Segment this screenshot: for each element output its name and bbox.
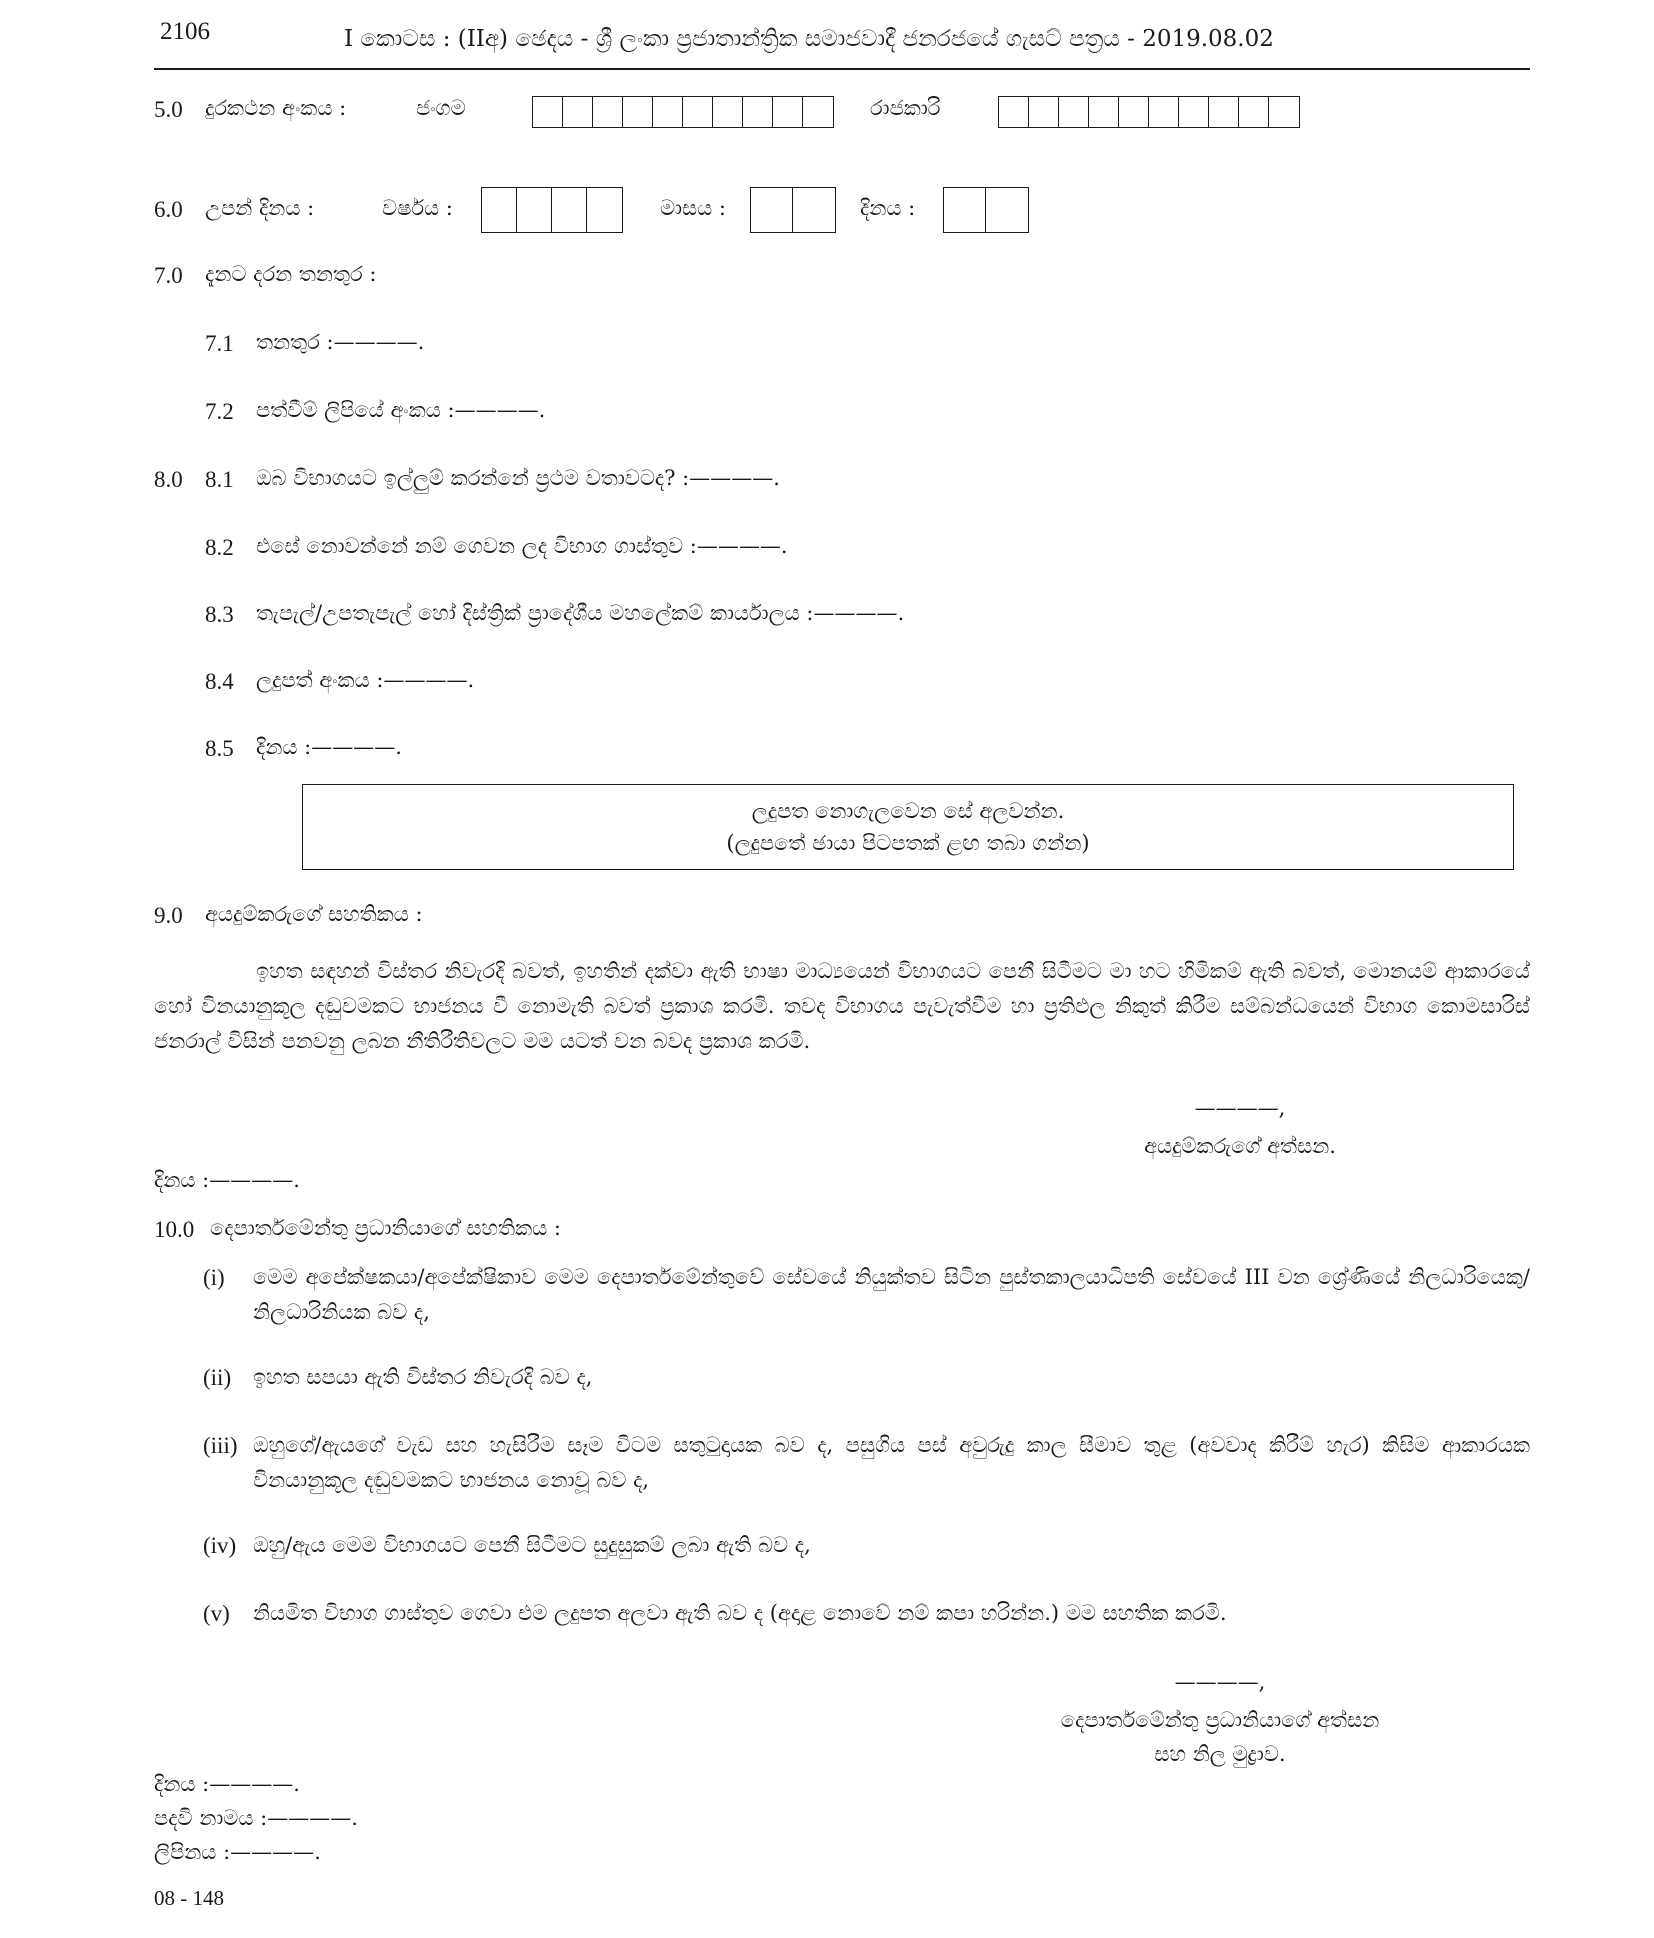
- first-attempt-field[interactable]: ඔබ විභාගයට ඉල්ලුම් කරන්නේ ප්‍රථම වතාවටද? :————.: [256, 466, 780, 490]
- page-number: 2106: [160, 18, 210, 45]
- section-7-number: 7.0: [154, 263, 183, 288]
- receipt-date-field[interactable]: දිනය :————.: [256, 735, 402, 759]
- cert-item-2-number: (ii): [203, 1365, 232, 1390]
- official-stamp-label: සහ නිල මුද්‍රාව.: [1154, 1742, 1286, 1766]
- header-rule: [154, 68, 1530, 70]
- cert-item-3-text: ඔහුගේ/ඇයගේ වැඩ සහ හැසිරීම සෑම විටම සතුටුදායක බව ද, පසුගිය පස් අවුරුදු කාල සීමාව තුළ (අවවාද කිරීම් හැර) කිසිම ආකාරයක විනයානුකූල දඬුවමකට භාජනය නොවූ බව ද,: [253, 1433, 1530, 1492]
- section-6-number: 6.0: [154, 197, 183, 222]
- footer-code: 08 - 148: [154, 1886, 224, 1910]
- current-post-label: දැනට දරන තනතුර :: [205, 262, 377, 286]
- post-office-field[interactable]: තැපැල්/උපතැපැල් හෝ දිස්ත්‍රික් ප්‍රාදේශීය මහලේකම් කාර්යාලය :————.: [256, 601, 905, 625]
- hod-date-field[interactable]: දිනය :————.: [154, 1772, 300, 1796]
- office-label: රාජකාරි: [870, 96, 941, 120]
- mobile-label: ජංගම: [416, 96, 466, 120]
- section-9-number: 9.0: [154, 903, 183, 928]
- applicant-signature-line[interactable]: ————,: [1194, 1096, 1286, 1120]
- applicant-date-field[interactable]: දිනය :————.: [154, 1168, 300, 1192]
- applicant-declaration-paragraph: ඉහත සඳහන් විස්තර නිවැරදි බවත්, ඉහතින් දක්වා ඇති භාෂා මාධ්‍යයෙන් විභාගයට පෙනී සිටීමට මා හට හිමිකම් ඇති බවත්, මොනයම් ආකාරයේ හෝ විනයානුකූල දඬුවමකට භාජනය වී නොමැති බවත් ප්‍රකාශ කරමි. තවද විභාගය පැවැත්වීම හා ප්‍රතිඵල නිකුත් කිරීම සම්බන්ධයෙන් විභාග කොමසාරිස් ජනරාල් විසින් පනවනු ලබන නීතිරීතිවලට මම යටත් වන බවද ප්‍රකාශ කරමි.: [154, 959, 1530, 1053]
- receipt-notice-line-2: (ලදුපතේ ඡායා පිටපතක් ළඟ තබා ගන්න): [726, 831, 1090, 855]
- item-7-1-number: 7.1: [205, 331, 234, 356]
- office-number-boxes[interactable]: [998, 96, 1300, 128]
- cert-item-2-text: ඉහත සපයා ඇති විස්තර නිවැරදි බව ද,: [253, 1365, 593, 1389]
- section-8-number: 8.0: [154, 467, 183, 492]
- hod-signature-label: දෙපාර්තමේන්තු ප්‍රධානියාගේ අත්සන: [1060, 1708, 1380, 1732]
- item-8-5-number: 8.5: [205, 736, 234, 761]
- cert-item-5-number: (v): [203, 1601, 230, 1626]
- cert-item-1-text: මෙම අපේක්ෂකයා/අපේක්ෂිකාව මෙම දෙපාර්තමේන්තුවේ සේවයේ නියුක්තව සිටින පුස්තකාලයාධිපති සේවයේ III වන ශ්‍රේණියේ නිලධාරියෙකු/නිලධාරිනියක බව ද,: [253, 1265, 1530, 1324]
- cert-item-3-number: (iii): [203, 1433, 238, 1458]
- section-5-number: 5.0: [154, 97, 183, 122]
- cert-item-4-text: ඔහු/ඇය මෙම විභාගයට පෙනී සිටීමට සුදුසුකම් ලබා ඇති බව ද,: [253, 1533, 811, 1557]
- receipt-number-field[interactable]: ලදුපත් අංකය :————.: [256, 668, 475, 692]
- item-8-2-number: 8.2: [205, 535, 234, 560]
- hod-signature-line[interactable]: ————,: [1174, 1670, 1266, 1694]
- day-boxes[interactable]: [943, 187, 1029, 233]
- dob-label: උපන් දිනය :: [205, 196, 315, 220]
- address-field[interactable]: ලිපිනය :————.: [154, 1840, 321, 1864]
- item-8-4-number: 8.4: [205, 669, 234, 694]
- cert-item-4-number: (iv): [203, 1533, 237, 1558]
- item-7-2-number: 7.2: [205, 399, 234, 424]
- mobile-number-boxes[interactable]: [532, 96, 834, 128]
- item-8-3-number: 8.3: [205, 602, 234, 627]
- appointment-letter-number-field[interactable]: පත්වීම් ලිපියේ අංකය :————.: [256, 398, 546, 422]
- item-8-1-number: 8.1: [205, 467, 234, 492]
- receipt-paste-box: [302, 784, 1514, 870]
- hod-certificate-label: දෙපාර්තමේන්තු ප්‍රධානියාගේ සහතිකය :: [210, 1216, 561, 1240]
- section-10-number: 10.0: [154, 1217, 195, 1242]
- cert-item-5-text: නියමිත විභාග ගාස්තුව ගෙවා එම ලදුපත අලවා ඇති බව ද (අදාළ නොවේ නම් කපා හරින්න.) මම සහතික කරමි.: [253, 1601, 1227, 1625]
- applicant-signature-label: අයදුම්කරුගේ අත්සන.: [1144, 1134, 1336, 1158]
- fee-paid-field[interactable]: එසේ නොවන්නේ නම් ගෙවන ලද විභාග ගාස්තුව :————.: [256, 534, 788, 558]
- month-boxes[interactable]: [750, 187, 836, 233]
- receipt-notice-line-1: ලදුපත නොගැලවෙන සේ අලවන්න.: [751, 799, 1065, 823]
- month-label: මාසය :: [660, 196, 726, 220]
- day-label: දිනය :: [860, 196, 916, 220]
- designation-field[interactable]: පදවි නාමය :————.: [154, 1806, 358, 1830]
- applicant-certificate-label: අයදුම්කරුගේ සහතිකය :: [205, 902, 423, 926]
- gazette-header-title: I කොටස : (IIඅ) ඡෙදය - ශ්‍රී ලංකා ප්‍රජාතාන්ත්‍රික සමාජවාදී ජනරජයේ ගැසට් පත්‍රය - 2019.08.02: [344, 26, 1274, 52]
- year-boxes[interactable]: [481, 187, 623, 233]
- year-label: වර්ෂය :: [382, 196, 453, 220]
- cert-item-1-number: (i): [203, 1265, 225, 1290]
- phone-label: දුරකථන අංකය :: [205, 96, 347, 120]
- post-field[interactable]: තනතුර :————.: [256, 330, 425, 354]
